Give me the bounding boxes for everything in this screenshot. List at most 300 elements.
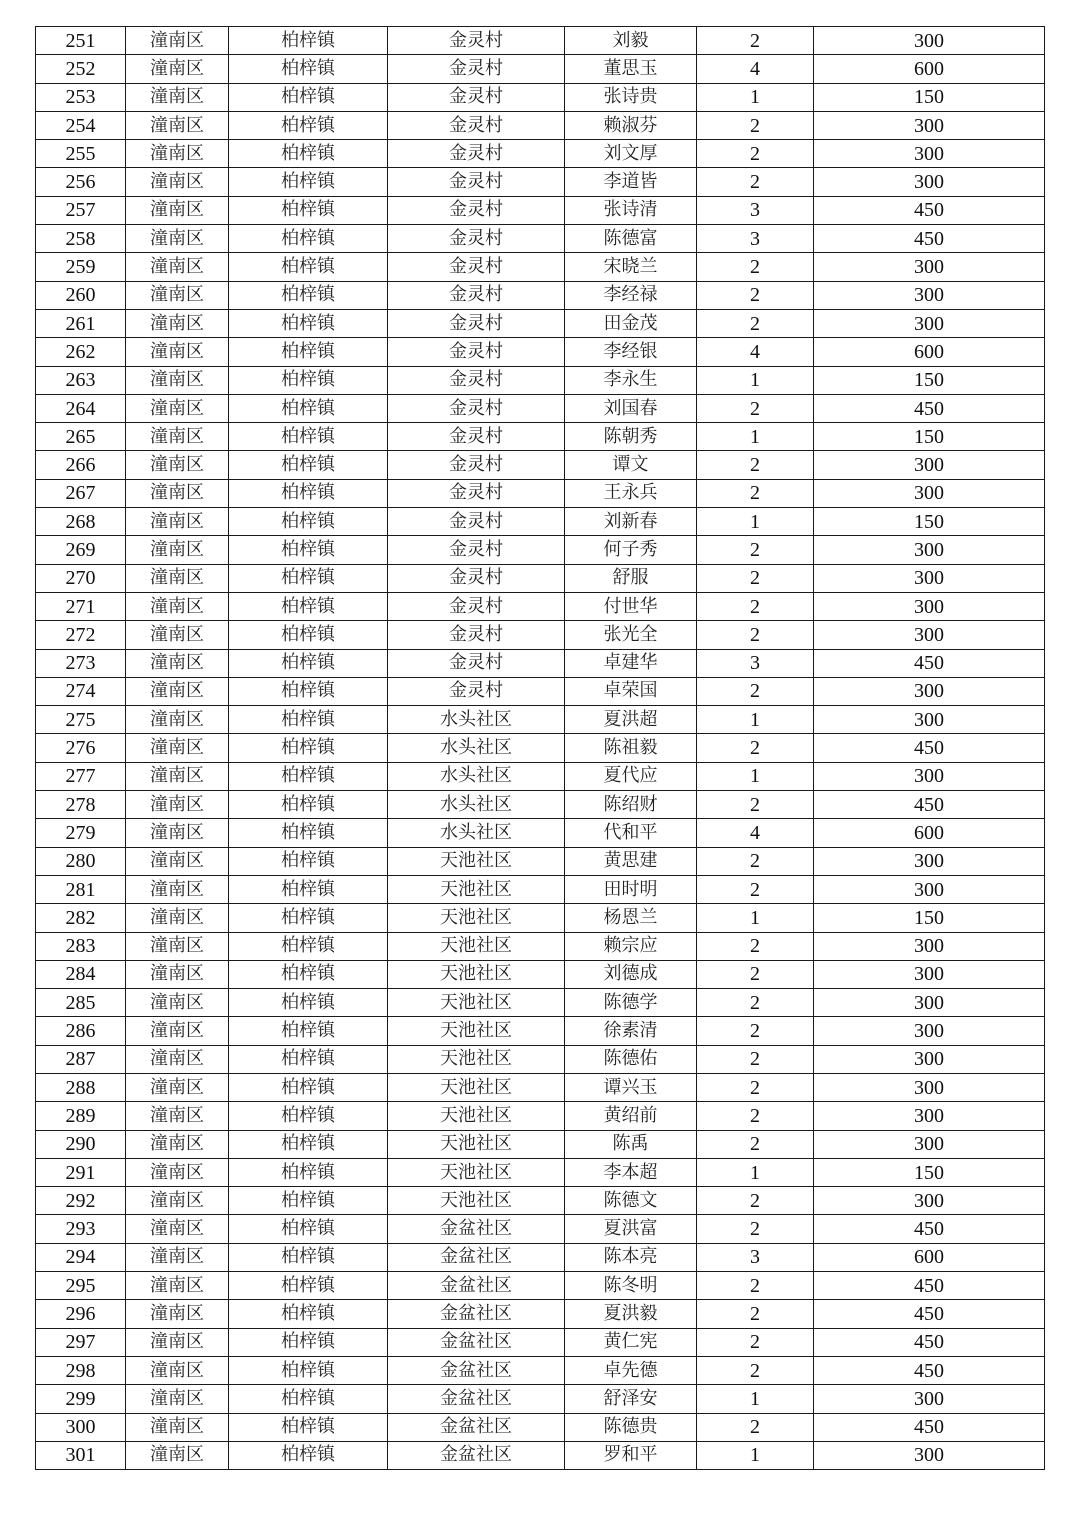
cell-village: 金灵村 <box>388 309 565 337</box>
cell-row-number: 273 <box>36 649 126 677</box>
table-row <box>36 1243 1045 1271</box>
cell-district: 潼南区 <box>126 875 229 903</box>
cell-village: 金盆社区 <box>388 1328 565 1356</box>
cell-person-name: 夏洪超 <box>565 706 697 734</box>
cell-town: 柏梓镇 <box>229 960 388 988</box>
cell-district: 潼南区 <box>126 196 229 224</box>
cell-household-count: 2 <box>697 451 814 479</box>
cell-village: 天池社区 <box>388 989 565 1017</box>
cell-town: 柏梓镇 <box>229 649 388 677</box>
cell-district: 潼南区 <box>126 1385 229 1413</box>
cell-person-name: 陈德学 <box>565 989 697 1017</box>
cell-row-number: 253 <box>36 83 126 111</box>
cell-household-count: 2 <box>697 253 814 281</box>
cell-person-name: 刘国春 <box>565 394 697 422</box>
cell-amount: 300 <box>814 592 1045 620</box>
cell-household-count: 3 <box>697 196 814 224</box>
table-row <box>36 1102 1045 1130</box>
cell-village: 金灵村 <box>388 564 565 592</box>
cell-row-number: 267 <box>36 479 126 507</box>
cell-household-count: 2 <box>697 1017 814 1045</box>
cell-amount: 450 <box>814 1413 1045 1441</box>
cell-town: 柏梓镇 <box>229 904 388 932</box>
cell-household-count: 2 <box>697 140 814 168</box>
cell-town: 柏梓镇 <box>229 791 388 819</box>
cell-row-number: 262 <box>36 338 126 366</box>
cell-town: 柏梓镇 <box>229 1300 388 1328</box>
cell-district: 潼南区 <box>126 281 229 309</box>
cell-person-name: 刘新春 <box>565 508 697 536</box>
cell-amount: 300 <box>814 564 1045 592</box>
cell-village: 水头社区 <box>388 791 565 819</box>
cell-row-number: 254 <box>36 111 126 139</box>
cell-amount: 450 <box>814 1300 1045 1328</box>
table-row <box>36 196 1045 224</box>
cell-household-count: 1 <box>697 423 814 451</box>
table-row <box>36 27 1045 55</box>
cell-household-count: 4 <box>697 338 814 366</box>
table-row <box>36 1158 1045 1186</box>
cell-district: 潼南区 <box>126 168 229 196</box>
table-row <box>36 1413 1045 1441</box>
cell-amount: 300 <box>814 706 1045 734</box>
table-row <box>36 1045 1045 1073</box>
table-row <box>36 621 1045 649</box>
cell-row-number: 252 <box>36 55 126 83</box>
cell-district: 潼南区 <box>126 791 229 819</box>
cell-person-name: 宋晓兰 <box>565 253 697 281</box>
table-row <box>36 875 1045 903</box>
cell-village: 水头社区 <box>388 819 565 847</box>
cell-town: 柏梓镇 <box>229 847 388 875</box>
cell-row-number: 296 <box>36 1300 126 1328</box>
cell-person-name: 陈冬明 <box>565 1272 697 1300</box>
cell-town: 柏梓镇 <box>229 734 388 762</box>
cell-row-number: 264 <box>36 394 126 422</box>
cell-village: 金灵村 <box>388 536 565 564</box>
cell-household-count: 2 <box>697 1045 814 1073</box>
cell-district: 潼南区 <box>126 140 229 168</box>
cell-amount: 300 <box>814 111 1045 139</box>
cell-village: 金灵村 <box>388 111 565 139</box>
cell-village: 天池社区 <box>388 1187 565 1215</box>
cell-row-number: 285 <box>36 989 126 1017</box>
cell-household-count: 4 <box>697 819 814 847</box>
cell-town: 柏梓镇 <box>229 1017 388 1045</box>
cell-household-count: 1 <box>697 1441 814 1469</box>
cell-district: 潼南区 <box>126 338 229 366</box>
cell-row-number: 257 <box>36 196 126 224</box>
cell-district: 潼南区 <box>126 762 229 790</box>
cell-amount: 300 <box>814 309 1045 337</box>
table-row <box>36 847 1045 875</box>
cell-town: 柏梓镇 <box>229 875 388 903</box>
cell-town: 柏梓镇 <box>229 366 388 394</box>
cell-village: 金灵村 <box>388 649 565 677</box>
cell-amount: 450 <box>814 649 1045 677</box>
cell-district: 潼南区 <box>126 621 229 649</box>
cell-village: 金灵村 <box>388 338 565 366</box>
cell-district: 潼南区 <box>126 451 229 479</box>
cell-row-number: 300 <box>36 1413 126 1441</box>
cell-person-name: 舒服 <box>565 564 697 592</box>
cell-amount: 450 <box>814 734 1045 762</box>
data-table-container <box>35 26 1044 1470</box>
cell-household-count: 2 <box>697 1130 814 1158</box>
cell-district: 潼南区 <box>126 932 229 960</box>
cell-row-number: 292 <box>36 1187 126 1215</box>
cell-town: 柏梓镇 <box>229 706 388 734</box>
cell-district: 潼南区 <box>126 27 229 55</box>
cell-amount: 450 <box>814 1356 1045 1384</box>
cell-village: 金盆社区 <box>388 1385 565 1413</box>
table-row <box>36 55 1045 83</box>
cell-town: 柏梓镇 <box>229 1328 388 1356</box>
cell-village: 金灵村 <box>388 423 565 451</box>
cell-row-number: 251 <box>36 27 126 55</box>
cell-person-name: 陈德佑 <box>565 1045 697 1073</box>
cell-person-name: 田金茂 <box>565 309 697 337</box>
cell-town: 柏梓镇 <box>229 819 388 847</box>
table-row <box>36 479 1045 507</box>
cell-village: 水头社区 <box>388 762 565 790</box>
cell-town: 柏梓镇 <box>229 338 388 366</box>
cell-amount: 300 <box>814 875 1045 903</box>
cell-town: 柏梓镇 <box>229 1385 388 1413</box>
cell-person-name: 赖宗应 <box>565 932 697 960</box>
cell-person-name: 李经银 <box>565 338 697 366</box>
cell-row-number: 295 <box>36 1272 126 1300</box>
cell-row-number: 289 <box>36 1102 126 1130</box>
cell-town: 柏梓镇 <box>229 83 388 111</box>
cell-person-name: 张光全 <box>565 621 697 649</box>
cell-row-number: 290 <box>36 1130 126 1158</box>
table-row <box>36 1187 1045 1215</box>
cell-district: 潼南区 <box>126 1413 229 1441</box>
cell-district: 潼南区 <box>126 734 229 762</box>
cell-household-count: 2 <box>697 281 814 309</box>
cell-district: 潼南区 <box>126 309 229 337</box>
cell-amount: 300 <box>814 1045 1045 1073</box>
table-row <box>36 649 1045 677</box>
cell-amount: 450 <box>814 394 1045 422</box>
cell-household-count: 2 <box>697 847 814 875</box>
table-row <box>36 1017 1045 1045</box>
cell-amount: 300 <box>814 847 1045 875</box>
cell-village: 天池社区 <box>388 1130 565 1158</box>
cell-row-number: 271 <box>36 592 126 620</box>
table-row <box>36 1130 1045 1158</box>
cell-district: 潼南区 <box>126 1328 229 1356</box>
cell-person-name: 陈祖毅 <box>565 734 697 762</box>
cell-amount: 300 <box>814 168 1045 196</box>
cell-household-count: 2 <box>697 1300 814 1328</box>
cell-district: 潼南区 <box>126 55 229 83</box>
cell-village: 金灵村 <box>388 27 565 55</box>
cell-town: 柏梓镇 <box>229 1158 388 1186</box>
cell-amount: 600 <box>814 1243 1045 1271</box>
cell-person-name: 李永生 <box>565 366 697 394</box>
cell-village: 天池社区 <box>388 1102 565 1130</box>
cell-row-number: 278 <box>36 791 126 819</box>
table-row <box>36 1328 1045 1356</box>
cell-town: 柏梓镇 <box>229 1215 388 1243</box>
cell-household-count: 3 <box>697 225 814 253</box>
table-row <box>36 111 1045 139</box>
cell-household-count: 2 <box>697 479 814 507</box>
cell-village: 金盆社区 <box>388 1413 565 1441</box>
cell-town: 柏梓镇 <box>229 508 388 536</box>
cell-row-number: 291 <box>36 1158 126 1186</box>
cell-district: 潼南区 <box>126 819 229 847</box>
cell-household-count: 2 <box>697 1356 814 1384</box>
cell-household-count: 1 <box>697 83 814 111</box>
cell-household-count: 2 <box>697 1102 814 1130</box>
cell-village: 金灵村 <box>388 196 565 224</box>
cell-amount: 300 <box>814 1073 1045 1101</box>
table-row <box>36 140 1045 168</box>
cell-household-count: 2 <box>697 960 814 988</box>
cell-town: 柏梓镇 <box>229 1073 388 1101</box>
cell-person-name: 赖淑芬 <box>565 111 697 139</box>
cell-household-count: 4 <box>697 55 814 83</box>
cell-household-count: 2 <box>697 111 814 139</box>
cell-person-name: 黄绍前 <box>565 1102 697 1130</box>
cell-person-name: 罗和平 <box>565 1441 697 1469</box>
cell-district: 潼南区 <box>126 83 229 111</box>
cell-district: 潼南区 <box>126 479 229 507</box>
cell-village: 天池社区 <box>388 1073 565 1101</box>
cell-row-number: 275 <box>36 706 126 734</box>
cell-district: 潼南区 <box>126 649 229 677</box>
cell-household-count: 1 <box>697 366 814 394</box>
cell-town: 柏梓镇 <box>229 281 388 309</box>
cell-village: 水头社区 <box>388 706 565 734</box>
table-body <box>36 27 1045 1470</box>
cell-household-count: 2 <box>697 1187 814 1215</box>
cell-household-count: 2 <box>697 394 814 422</box>
cell-village: 金灵村 <box>388 592 565 620</box>
cell-person-name: 黄思建 <box>565 847 697 875</box>
cell-household-count: 1 <box>697 762 814 790</box>
cell-amount: 450 <box>814 791 1045 819</box>
cell-district: 潼南区 <box>126 225 229 253</box>
cell-person-name: 徐素清 <box>565 1017 697 1045</box>
cell-row-number: 270 <box>36 564 126 592</box>
cell-row-number: 266 <box>36 451 126 479</box>
table-row <box>36 309 1045 337</box>
cell-amount: 600 <box>814 55 1045 83</box>
cell-row-number: 301 <box>36 1441 126 1469</box>
cell-household-count: 2 <box>697 1272 814 1300</box>
cell-district: 潼南区 <box>126 847 229 875</box>
cell-village: 金盆社区 <box>388 1356 565 1384</box>
cell-person-name: 田时明 <box>565 875 697 903</box>
cell-person-name: 代和平 <box>565 819 697 847</box>
cell-amount: 600 <box>814 819 1045 847</box>
cell-village: 金灵村 <box>388 366 565 394</box>
cell-person-name: 陈朝秀 <box>565 423 697 451</box>
cell-row-number: 293 <box>36 1215 126 1243</box>
table-row <box>36 1356 1045 1384</box>
cell-person-name: 杨恩兰 <box>565 904 697 932</box>
cell-household-count: 1 <box>697 1158 814 1186</box>
cell-row-number: 298 <box>36 1356 126 1384</box>
cell-district: 潼南区 <box>126 1017 229 1045</box>
cell-district: 潼南区 <box>126 960 229 988</box>
table-row <box>36 451 1045 479</box>
cell-row-number: 260 <box>36 281 126 309</box>
cell-amount: 300 <box>814 536 1045 564</box>
cell-household-count: 2 <box>697 168 814 196</box>
table-row <box>36 791 1045 819</box>
cell-district: 潼南区 <box>126 253 229 281</box>
cell-town: 柏梓镇 <box>229 451 388 479</box>
cell-town: 柏梓镇 <box>229 932 388 960</box>
cell-person-name: 卓先德 <box>565 1356 697 1384</box>
cell-town: 柏梓镇 <box>229 1243 388 1271</box>
cell-district: 潼南区 <box>126 508 229 536</box>
cell-district: 潼南区 <box>126 1045 229 1073</box>
cell-row-number: 263 <box>36 366 126 394</box>
cell-village: 金盆社区 <box>388 1300 565 1328</box>
cell-town: 柏梓镇 <box>229 1413 388 1441</box>
cell-row-number: 279 <box>36 819 126 847</box>
cell-person-name: 舒泽安 <box>565 1385 697 1413</box>
cell-amount: 300 <box>814 1017 1045 1045</box>
table-row <box>36 536 1045 564</box>
cell-household-count: 1 <box>697 904 814 932</box>
cell-town: 柏梓镇 <box>229 677 388 705</box>
cell-amount: 300 <box>814 479 1045 507</box>
cell-household-count: 2 <box>697 536 814 564</box>
cell-row-number: 258 <box>36 225 126 253</box>
table-row <box>36 1073 1045 1101</box>
table-row <box>36 677 1045 705</box>
cell-person-name: 李本超 <box>565 1158 697 1186</box>
cell-row-number: 277 <box>36 762 126 790</box>
cell-village: 金灵村 <box>388 168 565 196</box>
cell-household-count: 2 <box>697 1328 814 1356</box>
table-row <box>36 706 1045 734</box>
cell-amount: 300 <box>814 253 1045 281</box>
cell-row-number: 283 <box>36 932 126 960</box>
cell-village: 金盆社区 <box>388 1243 565 1271</box>
cell-amount: 150 <box>814 83 1045 111</box>
data-table <box>35 26 1045 1470</box>
cell-person-name: 刘德成 <box>565 960 697 988</box>
cell-person-name: 董思玉 <box>565 55 697 83</box>
cell-town: 柏梓镇 <box>229 253 388 281</box>
cell-village: 金灵村 <box>388 253 565 281</box>
cell-village: 金灵村 <box>388 508 565 536</box>
cell-village: 金灵村 <box>388 394 565 422</box>
cell-village: 天池社区 <box>388 1045 565 1073</box>
cell-person-name: 陈德贵 <box>565 1413 697 1441</box>
cell-amount: 150 <box>814 904 1045 932</box>
cell-amount: 300 <box>814 960 1045 988</box>
cell-village: 金灵村 <box>388 677 565 705</box>
cell-household-count: 2 <box>697 27 814 55</box>
cell-town: 柏梓镇 <box>229 592 388 620</box>
cell-amount: 450 <box>814 1215 1045 1243</box>
cell-person-name: 陈禹 <box>565 1130 697 1158</box>
cell-person-name: 谭文 <box>565 451 697 479</box>
cell-row-number: 269 <box>36 536 126 564</box>
cell-amount: 150 <box>814 508 1045 536</box>
cell-person-name: 李经禄 <box>565 281 697 309</box>
cell-town: 柏梓镇 <box>229 309 388 337</box>
cell-district: 潼南区 <box>126 1300 229 1328</box>
table-row <box>36 592 1045 620</box>
cell-person-name: 黄仁宪 <box>565 1328 697 1356</box>
table-row <box>36 168 1045 196</box>
cell-person-name: 付世华 <box>565 592 697 620</box>
table-row <box>36 734 1045 762</box>
cell-town: 柏梓镇 <box>229 55 388 83</box>
cell-person-name: 李道皆 <box>565 168 697 196</box>
cell-row-number: 259 <box>36 253 126 281</box>
cell-person-name: 卓建华 <box>565 649 697 677</box>
cell-person-name: 刘文厚 <box>565 140 697 168</box>
table-row <box>36 281 1045 309</box>
cell-village: 天池社区 <box>388 1017 565 1045</box>
table-row <box>36 819 1045 847</box>
cell-district: 潼南区 <box>126 1441 229 1469</box>
cell-district: 潼南区 <box>126 1272 229 1300</box>
cell-row-number: 288 <box>36 1073 126 1101</box>
cell-town: 柏梓镇 <box>229 225 388 253</box>
cell-village: 天池社区 <box>388 847 565 875</box>
cell-amount: 300 <box>814 989 1045 1017</box>
cell-district: 潼南区 <box>126 592 229 620</box>
cell-household-count: 2 <box>697 309 814 337</box>
cell-row-number: 261 <box>36 309 126 337</box>
cell-district: 潼南区 <box>126 1158 229 1186</box>
table-row <box>36 1300 1045 1328</box>
cell-household-count: 2 <box>697 592 814 620</box>
cell-town: 柏梓镇 <box>229 989 388 1017</box>
table-row <box>36 338 1045 366</box>
cell-town: 柏梓镇 <box>229 621 388 649</box>
cell-town: 柏梓镇 <box>229 111 388 139</box>
cell-amount: 300 <box>814 1130 1045 1158</box>
cell-district: 潼南区 <box>126 1102 229 1130</box>
cell-row-number: 268 <box>36 508 126 536</box>
cell-district: 潼南区 <box>126 904 229 932</box>
cell-person-name: 谭兴玉 <box>565 1073 697 1101</box>
cell-row-number: 282 <box>36 904 126 932</box>
table-row <box>36 394 1045 422</box>
cell-person-name: 夏洪富 <box>565 1215 697 1243</box>
cell-amount: 300 <box>814 1187 1045 1215</box>
cell-row-number: 294 <box>36 1243 126 1271</box>
table-row <box>36 508 1045 536</box>
cell-row-number: 256 <box>36 168 126 196</box>
cell-town: 柏梓镇 <box>229 27 388 55</box>
cell-town: 柏梓镇 <box>229 1045 388 1073</box>
cell-amount: 600 <box>814 338 1045 366</box>
cell-person-name: 王永兵 <box>565 479 697 507</box>
cell-amount: 150 <box>814 366 1045 394</box>
cell-district: 潼南区 <box>126 536 229 564</box>
cell-village: 金盆社区 <box>388 1215 565 1243</box>
cell-household-count: 2 <box>697 989 814 1017</box>
cell-district: 潼南区 <box>126 564 229 592</box>
cell-town: 柏梓镇 <box>229 1130 388 1158</box>
cell-district: 潼南区 <box>126 1215 229 1243</box>
cell-amount: 300 <box>814 1385 1045 1413</box>
